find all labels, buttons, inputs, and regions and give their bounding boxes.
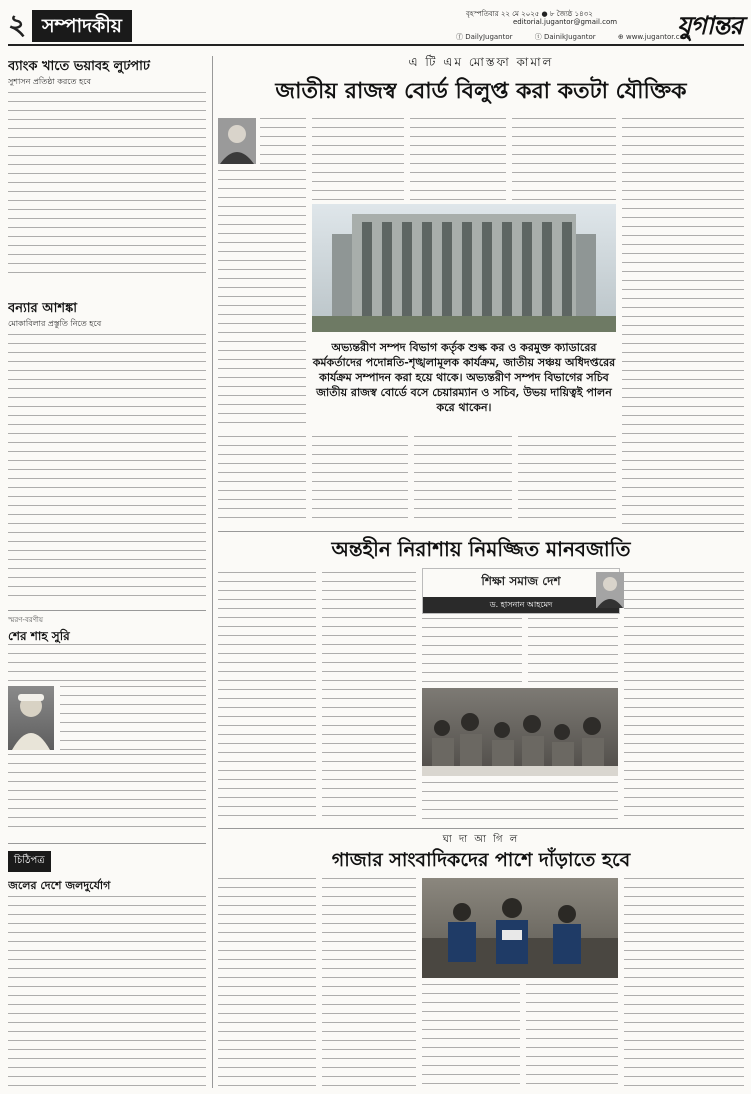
second-header — [218, 536, 744, 566]
second-body-col5 — [624, 572, 744, 822]
editorial-email[interactable]: editorial.jugantor@gmail.com — [513, 18, 618, 26]
third-header — [218, 832, 744, 872]
lead-body-col1 — [218, 170, 306, 428]
third-headline: গাজার সাংবাদিকদের পাশে দাঁড়াতে হবে — [331, 849, 631, 871]
section-title: সম্পাদকীয় — [32, 10, 132, 42]
twitter-link[interactable]: ⓣ DainikJugantor — [534, 33, 596, 41]
lead-pull-quote: অভ্যন্তরীণ সম্পদ বিভাগ কর্তৃক শুল্ক কর ও করমুক্ত ক্যাডারের কর্মকর্তাদের পদোন্নতি-শৃঙ্খলামূলক কার্যক্রম, জাতীয় সঞ্চয় অধিদপ্তরের কার্যক্রম সম্পাদন করা হয়ে থাকে। অভ্যন্তরীণ সম্পদ বিভাগের সচিব জাতীয় রাজস্ব বোর্ডে বসে চেয়ারম্যান ও সচিব, উভয় দায়িত্বই পালন করে থাকেন। — [312, 341, 616, 414]
third-body-col1 — [218, 878, 316, 1088]
memoir-section — [8, 614, 206, 836]
crowd-photo — [422, 688, 618, 776]
lead-headline: জাতীয় রাজস্ব বোর্ড বিলুপ্ত করা কতটা যৌক্তিক — [275, 78, 687, 104]
second-body-col3-top — [422, 618, 522, 682]
lead-body-col4-bottom — [518, 436, 616, 526]
lead-bottom-rule — [218, 531, 744, 532]
facebook-link[interactable]: ⓕ DailyJugantor — [456, 33, 513, 41]
memoir-body-top — [8, 644, 206, 682]
editorial-flood — [8, 302, 206, 604]
lead-body-col3-bottom — [414, 436, 512, 526]
letters-kicker: চিঠিপত্র — [8, 851, 51, 872]
social-links — [456, 32, 711, 42]
date-line: বৃহস্পতিবার ২২ মে ২০২৫ ● ৮ জ্যৈষ্ঠ ১৪৩২ — [466, 10, 593, 18]
lead-body-intro — [260, 118, 306, 164]
page-number: ২ — [8, 8, 27, 41]
editorial-banking — [8, 60, 206, 278]
second-body-col4-top — [528, 618, 618, 682]
column-name: শিক্ষা সমাজ দেশ — [481, 574, 561, 588]
column-byline-box — [422, 568, 620, 614]
second-author: ড. হাসনান আহমেদ — [423, 597, 619, 614]
second-bottom-rule — [218, 828, 744, 829]
editorial-banking-body — [8, 92, 206, 278]
third-body-col4 — [526, 984, 618, 1088]
editorial-flood-body — [8, 334, 206, 604]
jugantor-logo[interactable]: যুগান্তর — [676, 11, 742, 40]
nbr-building-photo — [312, 204, 616, 332]
third-kicker: ঘা দা আ গি ল — [442, 834, 520, 845]
editorial-flood-title: বন্যার আশঙ্কা — [8, 302, 77, 316]
letters-body — [8, 896, 206, 1088]
memoir-divider — [8, 610, 206, 611]
memoir-body-bottom — [8, 754, 206, 834]
lead-body-col2-bottom — [312, 436, 408, 526]
gaza-journalists-photo — [422, 878, 618, 978]
editorial-banking-title: ব্যাংক খাতে ভয়াবহ লুটপাট — [8, 60, 150, 74]
lead-body-col5 — [622, 118, 744, 526]
column-divider — [212, 56, 213, 1088]
editorial-banking-subtitle: সুশাসন প্রতিষ্ঠা করতে হবে — [8, 76, 91, 86]
second-body-under-photo — [422, 782, 618, 822]
letters-section — [8, 848, 206, 1088]
memoir-title: শের শাহ সুরি — [8, 629, 70, 643]
second-author-photo — [596, 572, 624, 608]
letters-title: জলের দেশে জলদুর্যোগ — [8, 879, 111, 892]
masthead — [8, 6, 744, 46]
memoir-body-side — [60, 686, 206, 750]
third-body-col2 — [322, 878, 416, 1088]
third-body-col5 — [624, 878, 744, 1088]
lead-header — [218, 54, 744, 110]
memoir-kicker: স্মরণ-বরণীয় — [8, 616, 44, 624]
portrait-image — [8, 686, 54, 750]
website-link[interactable]: ⊕ www.jugantor.com — [617, 33, 691, 41]
lead-body-col4-top — [512, 118, 616, 200]
third-body-col3 — [422, 984, 520, 1088]
lead-body-col1-bottom — [218, 436, 306, 526]
lead-author: এ টি এম মোস্তফা কামাল — [408, 55, 554, 69]
second-body-col1 — [218, 572, 316, 822]
lead-body-col3-top — [410, 118, 506, 200]
letters-divider — [8, 843, 206, 844]
second-headline: অন্তহীন নিরাশায় নিমজ্জিত মানবজাতি — [331, 537, 631, 561]
editorial-flood-subtitle: মোকাবিলার প্রস্তুতি নিতে হবে — [8, 318, 102, 328]
second-body-col2 — [322, 572, 416, 822]
lead-author-photo — [218, 118, 256, 164]
